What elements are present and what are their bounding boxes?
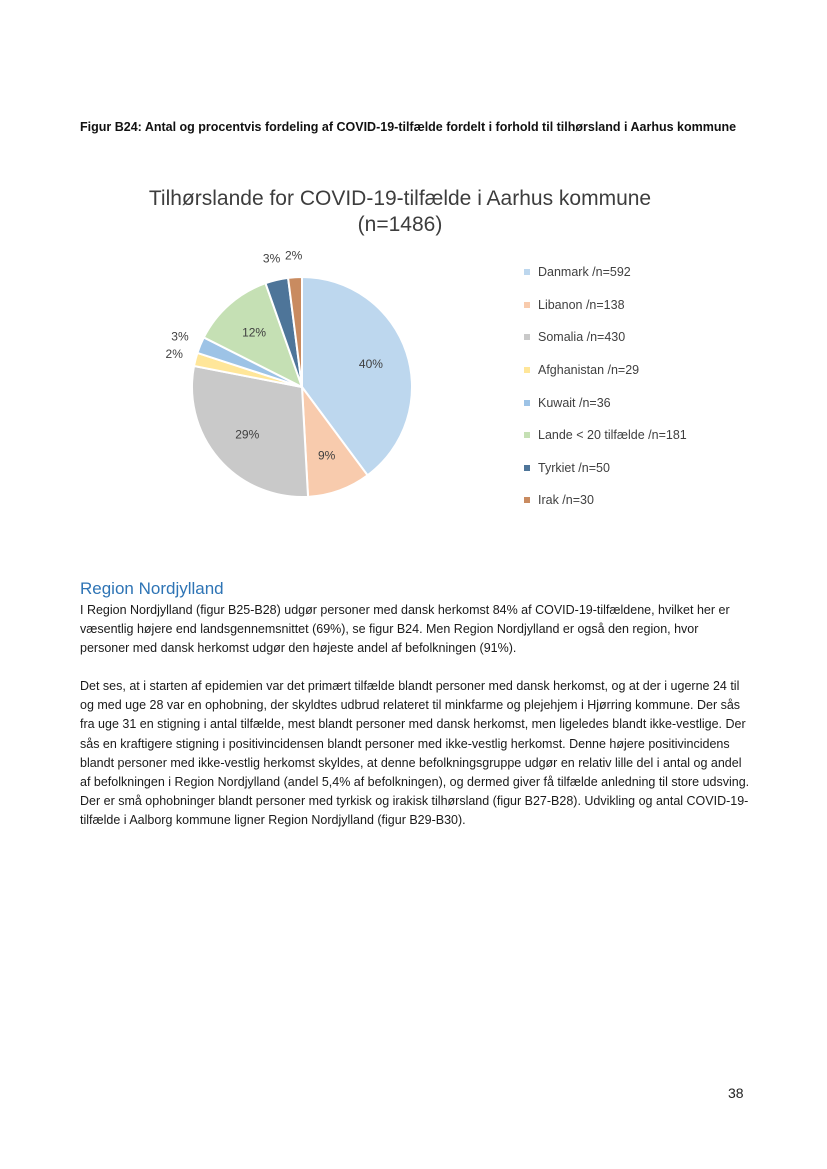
pie-data-label: 2% xyxy=(284,248,303,263)
body-paragraph: I Region Nordjylland (figur B25-B28) udgør personer med dansk herkomst 84% af COVID-19-tilfældene, hvilket her er væsentlig højere end landsgennemsnittet (69%), se figur B24. Men Region Nordjylland er også den region, hvor personer med dansk herkomst udgør den højeste andel af befolkningen (91%). xyxy=(80,603,730,656)
pie-data-label: 12% xyxy=(242,325,267,340)
legend-item xyxy=(524,321,764,354)
legend-item xyxy=(524,256,764,289)
legend-label: Danmark /n=592 xyxy=(538,265,631,280)
legend-item xyxy=(524,452,764,485)
legend-swatch xyxy=(524,432,530,438)
chart-title-main: Tilhørslande for COVID-19-tilfælde i Aarhus kommune xyxy=(148,187,652,210)
section-heading: Region Nordjylland xyxy=(80,579,224,598)
legend-label: Irak /n=30 xyxy=(538,493,594,508)
legend-label: Somalia /n=430 xyxy=(538,330,626,345)
pie-data-label: 3% xyxy=(171,329,189,344)
page-number: 38 xyxy=(728,1085,744,1101)
legend-label: Kuwait /n=36 xyxy=(538,395,611,410)
pie-data-label: 9% xyxy=(317,448,336,463)
pie-data-label: 29% xyxy=(235,427,260,442)
chart-title xyxy=(100,186,700,238)
legend-label: Tyrkiet /n=50 xyxy=(538,460,610,475)
chart-legend xyxy=(524,256,764,517)
figure-caption: Figur B24: Antal og procentvis fordeling af COVID-19-tilfælde fordelt i forhold til tilhørsland i Aarhus kommune xyxy=(80,120,737,134)
legend-item xyxy=(524,354,764,387)
chart-title-subtitle: (n=1486) xyxy=(357,213,443,236)
pie-data-label: 40% xyxy=(358,357,383,372)
legend-item xyxy=(524,419,764,452)
legend-label: Afghanistan /n=29 xyxy=(538,363,640,378)
legend-swatch xyxy=(524,367,530,373)
legend-item xyxy=(524,289,764,322)
pie-data-label: 3% xyxy=(262,251,281,266)
legend-item xyxy=(524,386,764,419)
legend-swatch xyxy=(524,334,530,340)
legend-label: Lande < 20 tilfælde /n=181 xyxy=(538,428,687,443)
legend-swatch xyxy=(524,497,530,503)
legend-item xyxy=(524,484,764,517)
legend-swatch xyxy=(524,269,530,275)
body-paragraph: Det ses, at i starten af epidemien var det primært tilfælde blandt personer med dansk herkomst, og at der i ugerne 24 til og med uge 28 var en ophobning, der skyldtes udbrud relateret til minkfarme og plejehjem i Hjørring kommune. Der sås fra uge 31 en stigning i antal tilfælde, mest blandt personer med dansk herkomst, men ligeledes blandt ikke-vestlige. Der sås en kraftigere stigning i positivincidensen blandt personer med ikke-vestlig herkomst. Denne højere positivincidens blandt personer med ikke-vestlig herkomst skyldes, at denne befolkningsgruppe udgør en relativ lille del i antal og andel af befolkningen i Region Nordjylland (andel 5,4% af befolkningen), og dermed giver få tilfælde anledning til store udsving. Der er små ophobninger blandt personer med tyrkisk og irakisk tilhørsland (figur B27-B28). Udvikling og antal COVID-19-tilfælde i Aalborg kommune ligner Region Nordjylland (figur B29-B30). xyxy=(80,679,750,828)
legend-swatch xyxy=(524,465,530,471)
legend-swatch xyxy=(524,400,530,406)
legend-swatch xyxy=(524,302,530,308)
pie-chart xyxy=(130,248,490,508)
legend-label: Libanon /n=138 xyxy=(538,297,625,312)
pie-data-label: 2% xyxy=(165,346,183,361)
